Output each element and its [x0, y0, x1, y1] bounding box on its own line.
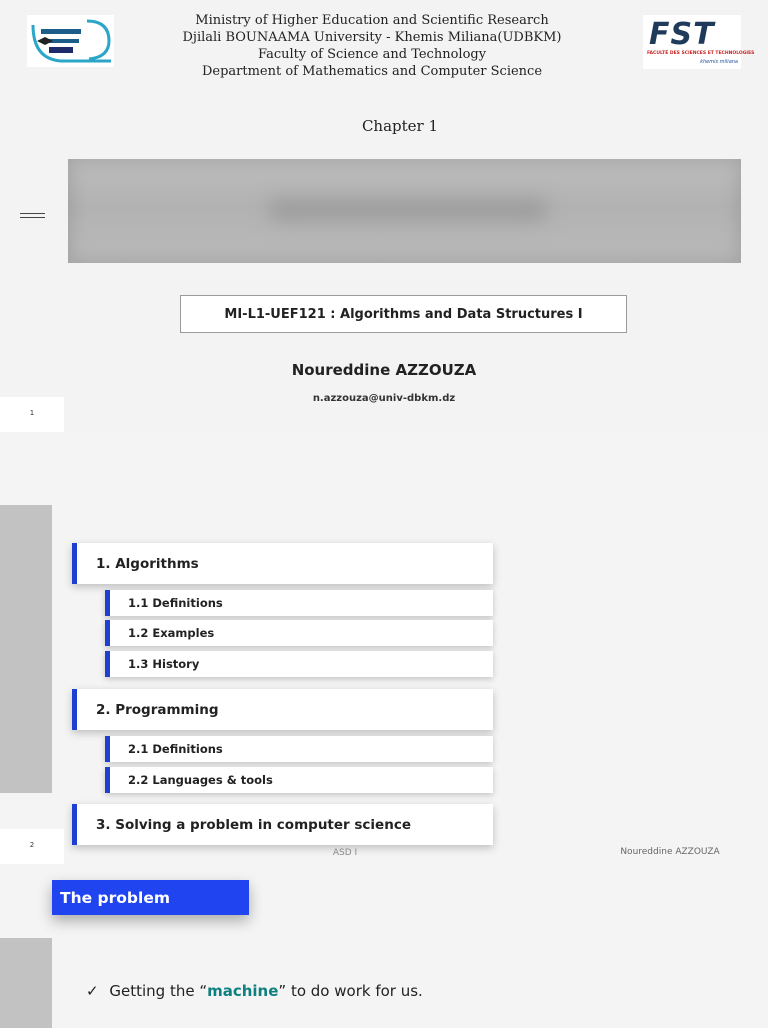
- page-number: 2: [29, 841, 35, 849]
- title-slide: [0, 0, 768, 432]
- slide-title: The problem: [52, 880, 249, 915]
- course-title-box: MI-L1-UEF121 : Algorithms and Data Structures I: [180, 295, 627, 333]
- bullet-item: [86, 982, 423, 1000]
- side-bar: [0, 505, 52, 793]
- fst-logo-subtitle: FACULTÉ DES SCIENCES ET TECHNOLOGIES: [647, 51, 755, 56]
- institution-university: Djilali BOUNAAMA University - Khemis Miliana(UDBKM): [182, 30, 562, 45]
- toc-item-languages-tools: 2.2 Languages & tools: [105, 767, 493, 793]
- bullet-text-end: ” to do work for us.: [278, 982, 423, 1000]
- side-bar: [0, 938, 52, 1028]
- toc-item-definitions: 2.1 Definitions: [105, 736, 493, 762]
- chapter-label: Chapter 1: [361, 117, 439, 135]
- toc-item-definitions: 1.1 Definitions: [105, 590, 493, 616]
- institution-ministry: Ministry of Higher Education and Scientific Research: [195, 13, 549, 28]
- toc-section-programming: 2. Programming: [72, 689, 493, 730]
- fst-logo-tagline: khemis miliana: [700, 59, 738, 65]
- bullet-highlight: machine: [207, 982, 279, 1000]
- footer-course: ASD I: [332, 848, 358, 858]
- page-number-box: [0, 397, 64, 432]
- blurred-title-banner: [68, 159, 741, 263]
- toc-section-solving: 3. Solving a problem in computer science: [72, 804, 493, 845]
- author-email: n.azzouza@univ-dbkm.dz: [312, 393, 456, 404]
- page-number: 1: [29, 409, 35, 417]
- menu-dash-icon: [20, 217, 45, 218]
- problem-slide: [0, 864, 768, 1024]
- blurred-text: [268, 199, 548, 221]
- outline-slide: [0, 432, 768, 864]
- institution-department: Department of Mathematics and Computer Science: [201, 64, 543, 79]
- toc-section-algorithms: 1. Algorithms: [72, 543, 493, 584]
- check-icon: ✓: [86, 982, 99, 1000]
- fst-logo-text: FST: [649, 17, 715, 52]
- toc-item-history: 1.3 History: [105, 651, 493, 677]
- author-name: Noureddine AZZOUZA: [291, 361, 477, 379]
- toc-item-examples: 1.2 Examples: [105, 620, 493, 646]
- bullet-text-start: Getting the “: [109, 982, 208, 1000]
- footer-author: Noureddine AZZOUZA: [620, 847, 720, 857]
- institution-faculty: Faculty of Science and Technology: [257, 47, 487, 62]
- university-logo: [27, 15, 114, 67]
- fst-logo: [643, 15, 755, 69]
- page-number-box: [0, 829, 64, 864]
- menu-dash-icon: [20, 213, 45, 214]
